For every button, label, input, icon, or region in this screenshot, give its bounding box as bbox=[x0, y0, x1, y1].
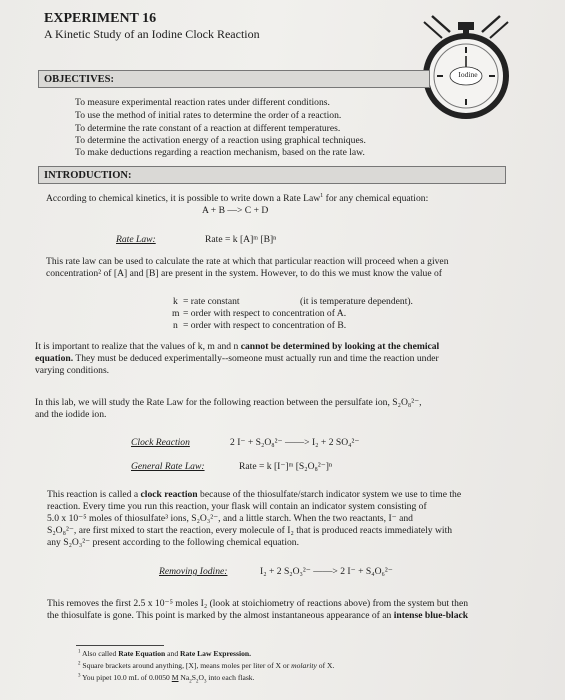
intro-paragraph-5: S₂O₈²⁻, are first mixed to start the reaction, every molecule of I₂ that is produced reacts immediately with bbox=[47, 525, 453, 536]
objective-item: To determine the activation energy of a reaction using graphical techniques. bbox=[75, 135, 366, 146]
intro-paragraph-5: reaction. Every time you run this reaction, your flask will contain an indicator system consisting of bbox=[47, 501, 427, 512]
intro-paragraph-4: In this lab, we will study the Rate Law for the following reaction between the persulfate ion, S₂O₈²⁻, bbox=[35, 397, 422, 408]
general-rate-law-label: General Rate Law: bbox=[131, 461, 205, 472]
footnote: $^3$ You pipet 10.0 mL of 0.0050 M $Na_2S_2O_3$ into each flask. bbox=[78, 673, 255, 685]
objective-item: To make deductions regarding a reaction mechanism, based on the rate law. bbox=[75, 147, 365, 158]
definition-text: = order with respect to concentration of A. bbox=[183, 308, 347, 319]
intro-paragraph-6: the thiosulfate is gone. This point is marked by the almost instantaneous appearance of an intense blue-black bbox=[47, 610, 469, 621]
intro-paragraph-6: This removes the first 2.5 x 10⁻⁵ moles I₂ (look at stoichiometry of reactions above) from the system but then bbox=[47, 598, 468, 609]
objective-item: To measure experimental reaction rates under different conditions. bbox=[75, 97, 330, 108]
intro-paragraph: According to chemical kinetics, it is possible to write down a Rate Law$^1$ for any chemical equation: bbox=[46, 191, 429, 204]
rate-law-expression: Rate = k [A]ᵐ [B]ⁿ bbox=[205, 234, 277, 245]
definition-note: (it is temperature dependent). bbox=[300, 296, 413, 307]
intro-text: According to chemical kinetics, it is possible to write down a Rate Law bbox=[46, 193, 321, 204]
intro-paragraph-2: concentration² of [A] and [B] are present in the system. However, to do this we must know the value of bbox=[46, 268, 442, 279]
experiment-subtitle: A Kinetic Study of an Iodine Clock Reaction bbox=[44, 27, 260, 41]
intro-paragraph-3: equation. They must be deduced experimentally--someone must actually run and time the reaction under bbox=[35, 353, 439, 364]
definition-text: = rate constant bbox=[183, 296, 240, 307]
clock-label: Iodine bbox=[458, 70, 478, 79]
clock-reaction-equation: 2 I⁻ + S₂O₈²⁻ ——> I₂ + 2 SO₄²⁻ bbox=[230, 437, 360, 448]
intro-paragraph-4: and the iodide ion. bbox=[35, 409, 107, 420]
definition-symbol: n bbox=[173, 320, 178, 331]
removing-iodine-equation: I₂ + 2 S₂O₃²⁻ ——> 2 I⁻ + S₄O₆²⁻ bbox=[260, 566, 393, 577]
intro-paragraph-5: 5.0 x 10⁻⁵ moles of thiosulfate³ ions, S₂O₃²⁻, and a little starch. When the two reactants, I⁻ and bbox=[47, 513, 413, 524]
definition-text: = order with respect to concentration of B. bbox=[183, 320, 347, 331]
intro-text-end: for any chemical equation: bbox=[323, 193, 429, 204]
definition-symbol: k bbox=[173, 296, 178, 307]
stopwatch-icon bbox=[402, 10, 530, 120]
intro-paragraph-5: This reaction is called a clock reaction because of the thiosulfate/starch indicator system we use to time the bbox=[47, 489, 462, 500]
intro-paragraph-5: any S₂O₃²⁻ present according to the following chemical equation. bbox=[47, 537, 300, 548]
footnote: $^2$ Square brackets around anything, [X], means moles per liter of X or molarity of X. bbox=[78, 661, 335, 670]
objective-item: To use the method of initial rates to determine the order of a reaction. bbox=[75, 110, 342, 121]
footnote-divider bbox=[76, 645, 164, 646]
footnote: $^1$ Also called Rate Equation and Rate Law Expression. bbox=[78, 649, 251, 658]
rate-law-label: Rate Law: bbox=[116, 234, 156, 245]
objectives-heading: OBJECTIVES: bbox=[38, 70, 430, 88]
intro-paragraph-2: This rate law can be used to calculate the rate at which that particular reaction will proceed when a given bbox=[46, 256, 449, 267]
objective-item: To determine the rate constant of a reaction at different temperatures. bbox=[75, 123, 341, 134]
generic-equation: A + B —> C + D bbox=[202, 205, 269, 216]
experiment-title: EXPERIMENT 16 bbox=[44, 11, 157, 26]
intro-paragraph-3: varying conditions. bbox=[35, 365, 110, 376]
introduction-heading: INTRODUCTION: bbox=[38, 166, 506, 184]
clock-reaction-label: Clock Reaction bbox=[131, 437, 190, 448]
general-rate-law-expression: Rate = k [I⁻]ᵐ [S₂O₈²⁻]ⁿ bbox=[239, 461, 333, 472]
intro-paragraph-3: It is important to realize that the values of k, m and n cannot be determined by looking at the chemical bbox=[35, 341, 440, 352]
definition-symbol: m bbox=[172, 308, 180, 319]
removing-iodine-label: Removing Iodine: bbox=[159, 566, 228, 577]
